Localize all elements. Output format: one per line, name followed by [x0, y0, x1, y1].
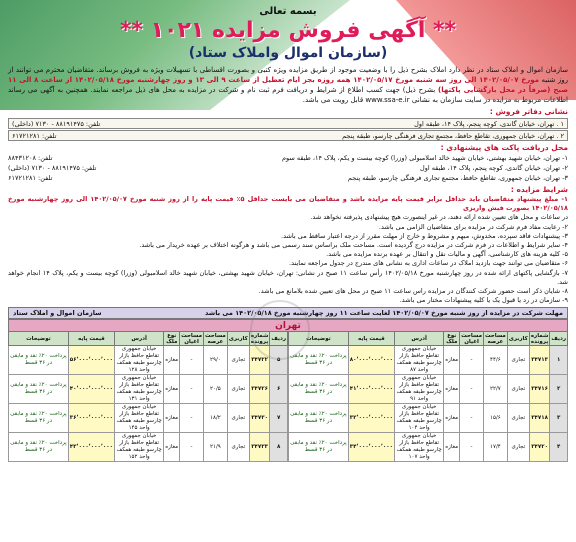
cell-type: مغازه	[164, 404, 180, 433]
col-price: قیمت پایه	[68, 332, 114, 346]
table-header-row	[289, 332, 568, 346]
cell-use: تجاری	[227, 346, 249, 375]
cell-file: ۳۴۷۱۸	[529, 404, 550, 433]
cell-address: خیابان جمهوری تقاطع حافظ بازار چارسو طبقه همکف واحد ۱۵۲	[115, 433, 164, 462]
sales-office-heading: نشانی دفاتر فروش :	[489, 107, 568, 116]
page-title: ** آگهی فروش مزایده ۱۰۲۱ **	[119, 18, 457, 43]
condition-item: ۱- مبلغ پیشنهاد متقاضیان باید حداقل برابر قیمت پایه مزایده باشد و متقاضیان می بایست حداقل ۵٪ قیمت پایه را از روز شنبه مورخ ۱۴۰۲/۰۵/۰۷ الی روز چهارشنبه مورخ ۱۴۰۲/۰۵/۱۸ بصورت فیش واریزی	[8, 195, 568, 213]
cell-file: ۳۴۷۲۶	[249, 375, 270, 404]
table-row	[9, 346, 288, 375]
cell-use: تجاری	[227, 404, 249, 433]
deadline-text: مهلت شرکت در مزایده از روز شنبه مورخ ۱۴۰۲/۰۵/۰۷ لغایت ساعت ۱۱ روز چهارشنبه مورخ ۱۴۰۲/۰۵/۱۸ می باشد	[205, 309, 563, 318]
col-type: نوع ملک	[164, 332, 180, 346]
table-row	[9, 375, 288, 404]
col-type: نوع ملک	[444, 332, 460, 346]
col-address: آدرس	[395, 332, 444, 346]
cell-area: ۲۲/۷	[483, 375, 507, 404]
cell-row: ۲	[550, 375, 568, 404]
cell-row: ۶	[270, 375, 288, 404]
bid-office-heading: محل دریافت پاکت های پیشنهادی :	[440, 143, 568, 152]
bid-office-address: ۲- تهران، خیابان گاندی، کوچه پنجم، پلاک ۱۴، طبقه اول	[419, 164, 568, 172]
deadline-org: سازمان اموال و املاک ستاد	[13, 309, 102, 318]
sales-office-address: ۲ . تهران، خیابان جمهوری، تقاطع حافظ، مجتمع تجاری فرهنگی چارسو، طبقه پنجم	[342, 131, 564, 140]
col-desc: توضیحات	[289, 332, 349, 346]
sales-office-address: ۱ . تهران، خیابان گاندی، کوچه پنجم، پلاک ۱۴، طبقه اول	[414, 119, 564, 128]
col-desc: توضیحات	[9, 332, 69, 346]
cell-file: ۳۴۷۲۰	[529, 433, 550, 462]
bid-office-address: ۱- تهران، خیابان شهید بهشتی، خیابان شهید خالد اسلامبولی (وزرا) کوچه بیست و یکم، پلاک ۱۴، طبقه سوم	[281, 154, 568, 162]
cell-price: ۵۶٬۰۰۰٬۰۰۰٬۰۰۰	[68, 346, 114, 375]
table-row	[9, 404, 288, 433]
cell-building: -	[180, 346, 204, 375]
listings-table-right	[288, 331, 568, 462]
sales-office-row	[8, 130, 568, 141]
col-building: مساحت اعیان	[461, 332, 482, 345]
cell-desc: پرداخت ۲۰٪ نقد و مابقی در ۳۶ قسط	[9, 346, 69, 375]
sales-office-row	[8, 118, 568, 129]
condition-item: ۸- شایان ذکر است حضور شرکت کنندگان در مزایده راس ساعت ۱۱ صبح در محل های تعیین شده بلامانع می باشد.	[258, 287, 568, 296]
cell-type: مغازه	[444, 346, 460, 375]
cell-type: مغازه	[444, 375, 460, 404]
cell-type: مغازه	[164, 346, 180, 375]
cell-price: ۳۴٬۰۰۰٬۰۰۰٬۰۰۰	[348, 433, 394, 462]
cell-address: خیابان جمهوری تقاطع حافظ بازار چارسو طبقه همکف واحد ۱۳۱	[115, 375, 164, 404]
col-file: شماره پرونده	[250, 332, 269, 345]
cell-price: ۸۰٬۰۰۰٬۰۰۰٬۰۰۰	[348, 346, 394, 375]
listings-table-left	[8, 331, 288, 462]
conditions-heading: شرایط مزایده :	[510, 185, 568, 194]
col-building: مساحت اعیان	[181, 332, 202, 345]
condition-item: ۵- کلیه هزینه های کارشناسی، آگهی و مالیات نقل و انتقال بر عهده برنده مزایده می باشد.	[326, 250, 568, 259]
cell-desc: پرداخت ۲۰٪ نقد و مابقی در ۳۶ قسط	[289, 404, 349, 433]
col-use: کاربری	[227, 332, 249, 346]
intro-line: مورخ ۱۴۰۲/۰۵/۰۷ الی روز سه شنبه مورخ ۱۴۰۲/۰۵/۱۷ همه روزه بجز ایام تعطیل از ساعت ۹ الی ۱۳ و روز چهارشنبه مورخ ۱۴۰۲/۰۵/۱۸ از ساعت ۸ الی ۱۱ صبح (صرفاً در محل بازگشایی پاکتها)	[8, 76, 568, 94]
cell-file: ۳۴۷۱۳	[529, 346, 550, 375]
cell-file: ۳۴۷۳۳	[249, 433, 270, 462]
condition-item: ۹- سازمان در رد یا قبول یک یا کلیه پیشنهادات مختار می باشد.	[399, 296, 568, 305]
basmala: بسمه تعالی	[259, 6, 317, 17]
condition-item: ۳- پیشنهادات فاقد سپرده، مخدوش، مبهم و مشروط و خارج از مهلت مقرر از درجه اعتبار ساقط می باشد.	[281, 231, 568, 240]
cell-building: -	[180, 433, 204, 462]
condition-item: ۴- سایر شرایط و اطلاعات در فرم شرکت در مزایده درج گردیده است. مساحت ملک براساس سند رسمی می باشد و هرگونه اختلاف بر عهده خریدار می باشد.	[139, 241, 568, 250]
cell-row: ۸	[270, 433, 288, 462]
cell-building: -	[180, 375, 204, 404]
cell-use: تجاری	[507, 375, 529, 404]
intro-line: همچنین به آگهی می رساند اطلاعات مربوط به مزایده در سایت سازمان به نشانی www.ssa-e.ir قابل رویت می باشد.	[8, 86, 568, 104]
intro-line: سازمان اموال و املاک ستاد در نظر دارد املاک بشرح ذیل را با وضعیت موجود از طریق مزایده ویژه کتبی و بصورت اقساطی با تسهیلات ویژه به فروش برساند. متقاضیان محترم می توانند از روز شنبه	[8, 66, 569, 84]
cell-address: خیابان جمهوری تقاطع حافظ بازار چارسو طبقه همکف واحد ۸۷	[395, 346, 444, 375]
cell-building: -	[460, 346, 484, 375]
condition-item: در ساعات و محل های تعیین شده ارائه دهند، در غیر اینصورت هیچ پیشنهادی پذیرفته نخواهد شد.	[310, 213, 568, 222]
col-area: مساحت عرصه	[204, 332, 226, 345]
col-file: شماره پرونده	[530, 332, 549, 345]
table-row	[289, 346, 568, 375]
sales-office-phone: تلفن: ۸۸۱۹۱۴۷۵ - ۷۱۳۰ (داخلی)	[12, 119, 101, 128]
cell-row: ۳	[550, 404, 568, 433]
cell-use: تجاری	[507, 404, 529, 433]
col-row: ردیف	[550, 332, 568, 346]
cell-building: -	[180, 404, 204, 433]
bid-office-phone: تلفن: ۸۸۴۳۱۲۰۸	[8, 154, 53, 162]
cell-desc: پرداخت ۲۰٪ نقد و مابقی در ۳۶ قسط	[289, 346, 349, 375]
cell-file: ۳۴۷۳۰	[249, 404, 270, 433]
cell-building: -	[460, 433, 484, 462]
condition-item: ۷- بازگشایی پاکتهای ارائه شده در روز چهارشنبه مورخ ۱۴۰۲/۰۵/۱۸ رأس ساعت ۱۱ صبح در نشانی: تهران، خیابان شهید بهشتی، خیابان شهید خالد اسلامبولی (وزرا) کوچه بیست و یکم، پلاک ۱۴ انجام خواهد شد.	[8, 268, 568, 286]
cell-address: خیابان جمهوری تقاطع حافظ بازار چارسو طبقه همکف واحد ۱۲۸	[115, 346, 164, 375]
cell-address: خیابان جمهوری تقاطع حافظ بازار چارسو طبقه همکف واحد ۱۰۴	[395, 404, 444, 433]
intro-line: بشرح ذیل) جهت کسب اطلاع از شرایط و دریافت فرم ثبت نام و شرکت در مزایده به محل های ذیل مراجعه نمایند.	[90, 86, 436, 94]
intro-paragraph	[8, 65, 568, 105]
cell-use: تجاری	[227, 375, 249, 404]
cell-desc: پرداخت ۲۰٪ نقد و مابقی در ۳۶ قسط	[289, 433, 349, 462]
cell-price: ۴۰٬۰۰۰٬۰۰۰٬۰۰۰	[68, 375, 114, 404]
cell-desc: پرداخت ۲۰٪ نقد و مابقی در ۳۶ قسط	[9, 375, 69, 404]
cell-price: ۴۱٬۰۰۰٬۰۰۰٬۰۰۰	[348, 375, 394, 404]
cell-type: مغازه	[444, 404, 460, 433]
cell-address: خیابان جمهوری تقاطع حافظ بازار چارسو طبقه همکف واحد ۱۰۷	[395, 433, 444, 462]
cell-row: ۵	[270, 346, 288, 375]
faded-stamp	[250, 300, 310, 360]
cell-row: ۴	[550, 433, 568, 462]
bid-office-phone: تلفن: ۸۸۱۹۱۴۷۵ - ۷۱۳۰ (داخلی)	[8, 164, 97, 172]
city-header: تهران	[8, 319, 568, 331]
table-row	[9, 433, 288, 462]
page-subtitle: (سازمان اموال واملاک ستاد)	[188, 45, 388, 61]
cell-row: ۱	[550, 346, 568, 375]
cell-row: ۷	[270, 404, 288, 433]
cell-building: -	[460, 375, 484, 404]
cell-area: ۱۸/۲	[203, 404, 227, 433]
cell-desc: پرداخت ۲۰٪ نقد و مابقی در ۳۶ قسط	[9, 404, 69, 433]
bid-office-phone: تلفن: ۶۱۷۲۱۲۸۱	[8, 174, 53, 182]
cell-building: -	[460, 404, 484, 433]
conditions-list	[8, 195, 568, 305]
cell-price: ۳۲٬۰۰۰٬۰۰۰٬۰۰۰	[348, 404, 394, 433]
cell-area: ۲۱/۹	[203, 433, 227, 462]
cell-area: ۲۰/۵	[203, 375, 227, 404]
cell-type: مغازه	[164, 433, 180, 462]
table-row	[289, 375, 568, 404]
bid-office-row	[8, 163, 568, 173]
col-address: آدرس	[115, 332, 164, 346]
cell-file: ۳۴۷۱۶	[529, 375, 550, 404]
col-row: ردیف	[270, 332, 288, 346]
table-row	[289, 404, 568, 433]
cell-file: ۳۴۷۲۲	[249, 346, 270, 375]
cell-use: تجاری	[507, 346, 529, 375]
cell-use: تجاری	[507, 433, 529, 462]
cell-address: خیابان جمهوری تقاطع حافظ بازار چارسو طبقه همکف واحد ۹۱	[395, 375, 444, 404]
table-header-row	[9, 332, 288, 346]
cell-area: ۱۷/۴	[483, 433, 507, 462]
condition-item: ۶- متقاضیان می توانند جهت بازدید املاک در ساعات اداری به نشانی های مندرج در جدول مراجعه نمایند.	[289, 259, 568, 268]
cell-type: مغازه	[444, 433, 460, 462]
bid-office-row	[8, 173, 568, 183]
cell-use: تجاری	[227, 433, 249, 462]
cell-desc: پرداخت ۲۰٪ نقد و مابقی در ۳۶ قسط	[289, 375, 349, 404]
cell-type: مغازه	[164, 375, 180, 404]
cell-area: ۴۴/۶	[483, 346, 507, 375]
bid-office-address: ۳- تهران، خیابان جمهوری، تقاطع حافظ، مجتمع تجاری فرهنگی چارسو، طبقه پنجم	[347, 174, 568, 182]
col-price: قیمت پایه	[348, 332, 394, 346]
col-use: کاربری	[507, 332, 529, 346]
bid-office-row	[8, 153, 568, 163]
table-row	[289, 433, 568, 462]
cell-price: ۴۳٬۰۰۰٬۰۰۰٬۰۰۰	[68, 433, 114, 462]
col-area: مساحت عرصه	[484, 332, 506, 345]
condition-item: ۲- رعایت مفاد فرم شرکت در مزایده برای متقاضیان الزامی می باشد.	[378, 222, 568, 231]
cell-address: خیابان جمهوری تقاطع حافظ بازار چارسو طبقه همکف واحد ۱۴۵	[115, 404, 164, 433]
cell-area: ۱۵/۶	[483, 404, 507, 433]
cell-price: ۳۶٬۰۰۰٬۰۰۰٬۰۰۰	[68, 404, 114, 433]
sales-office-phone: تلفن: ۶۱۷۲۱۲۸۱	[12, 131, 57, 140]
cell-desc: پرداخت ۲۰٪ نقد و مابقی در ۳۶ قسط	[9, 433, 69, 462]
cell-area: ۲۹/۰	[203, 346, 227, 375]
